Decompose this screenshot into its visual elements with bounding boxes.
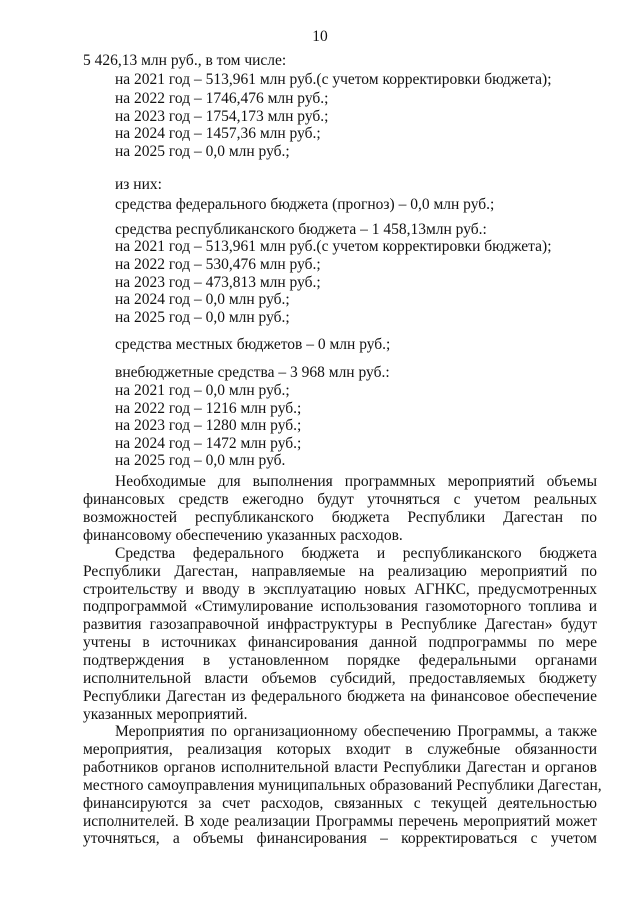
budget-total: 5 426,13 млн руб., в том числе: — [83, 52, 287, 69]
paragraph-line: Средства федерального бюджета и республиканского бюджета — [115, 545, 597, 562]
federal-budget-line: средства федерального бюджета (прогноз) – 0,0 млн руб.; — [115, 196, 495, 213]
paragraph-line: подпрограммой «Стимулирование использования газомоторного топлива и — [83, 598, 597, 615]
republican-year-line: на 2024 год – 0,0 млн руб.; — [115, 291, 290, 308]
budget-year-line: на 2022 год – 1746,476 млн руб.; — [115, 90, 329, 107]
republican-year-line: на 2023 год – 473,813 млн руб.; — [115, 274, 321, 291]
budget-year-line: на 2024 год – 1457,36 млн руб.; — [115, 125, 321, 142]
paragraph-line: подтверждения в установленном порядке федеральными органами — [83, 652, 597, 669]
republican-year-line: на 2025 год – 0,0 млн руб.; — [115, 309, 290, 326]
paragraph-line: строительству и вводу в эксплуатацию новых АГНКС, предусмотренных — [83, 581, 597, 598]
paragraph-line: мероприятия, реализация которых входит в служебные обязанности — [83, 741, 597, 758]
paragraph-line: исполнительной власти объемов субсидий, предоставляемых бюджету — [83, 670, 597, 687]
paragraph-line: исполнителей. В ходе реализации Программы перечень мероприятий может — [83, 813, 597, 830]
budget-year-line: на 2021 год – 513,961 млн руб.(с учетом корректировки бюджета); — [115, 71, 552, 88]
paragraph-line: Республики Дагестан из федерального бюджета на финансовое обеспечение — [83, 688, 597, 705]
extrabudgetary-year-line: на 2021 год – 0,0 млн руб.; — [115, 382, 290, 399]
paragraph-line: работников органов исполнительной власти Республики Дагестан и органов — [83, 759, 597, 776]
paragraph-line: финансовому обеспечению указанных расходов. — [83, 527, 403, 544]
page-number: 10 — [312, 28, 328, 45]
paragraph-line: учтены в источниках финансирования данной подпрограммы по мере — [83, 634, 597, 651]
local-budget-line: средства местных бюджетов – 0 млн руб.; — [115, 336, 391, 353]
paragraph-line: развития газозаправочной инфраструктуры в Республике Дагестан» будут — [83, 616, 597, 633]
budget-year-line: на 2023 год – 1754,173 млн руб.; — [115, 108, 329, 125]
budget-year-line: на 2025 год – 0,0 млн руб.; — [115, 143, 290, 160]
paragraph-line: финансовых средств ежегодно будут уточняться с учетом реальных — [83, 491, 597, 508]
extrabudgetary-year-line: на 2022 год – 1216 млн руб.; — [115, 400, 302, 417]
republican-budget-title: средства республиканского бюджета – 1 458,13млн руб.: — [115, 221, 487, 238]
paragraph-line: местного самоуправления муниципальных образований Республики Дагестан, — [83, 777, 602, 794]
extrabudgetary-year-line: на 2023 год – 1280 млн руб.; — [115, 417, 302, 434]
of-which-label: из них: — [115, 176, 162, 193]
paragraph-line: указанных мероприятий. — [83, 706, 248, 723]
paragraph-line: Необходимые для выполнения программных мероприятий объемы — [115, 473, 597, 490]
paragraph-line: уточняться, а объемы финансирования – корректироваться с учетом — [83, 830, 597, 847]
republican-year-line: на 2021 год – 513,961 млн руб.(с учетом корректировки бюджета); — [115, 238, 552, 255]
extrabudgetary-year-line: на 2025 год – 0,0 млн руб. — [115, 452, 286, 469]
paragraph-line: возможностей республиканского бюджета Республики Дагестан по — [83, 509, 597, 526]
paragraph-line: Мероприятия по организационному обеспечению Программы, а также — [115, 723, 597, 740]
paragraph-line: Республики Дагестан, направляемые на реализацию мероприятий по — [83, 563, 597, 580]
paragraph-line: финансируются за счет расходов, связанных с текущей деятельностью — [83, 795, 597, 812]
extrabudgetary-year-line: на 2024 год – 1472 млн руб.; — [115, 435, 302, 452]
republican-year-line: на 2022 год – 530,476 млн руб.; — [115, 256, 321, 273]
extrabudgetary-title: внебюджетные средства – 3 968 млн руб.: — [115, 364, 390, 381]
